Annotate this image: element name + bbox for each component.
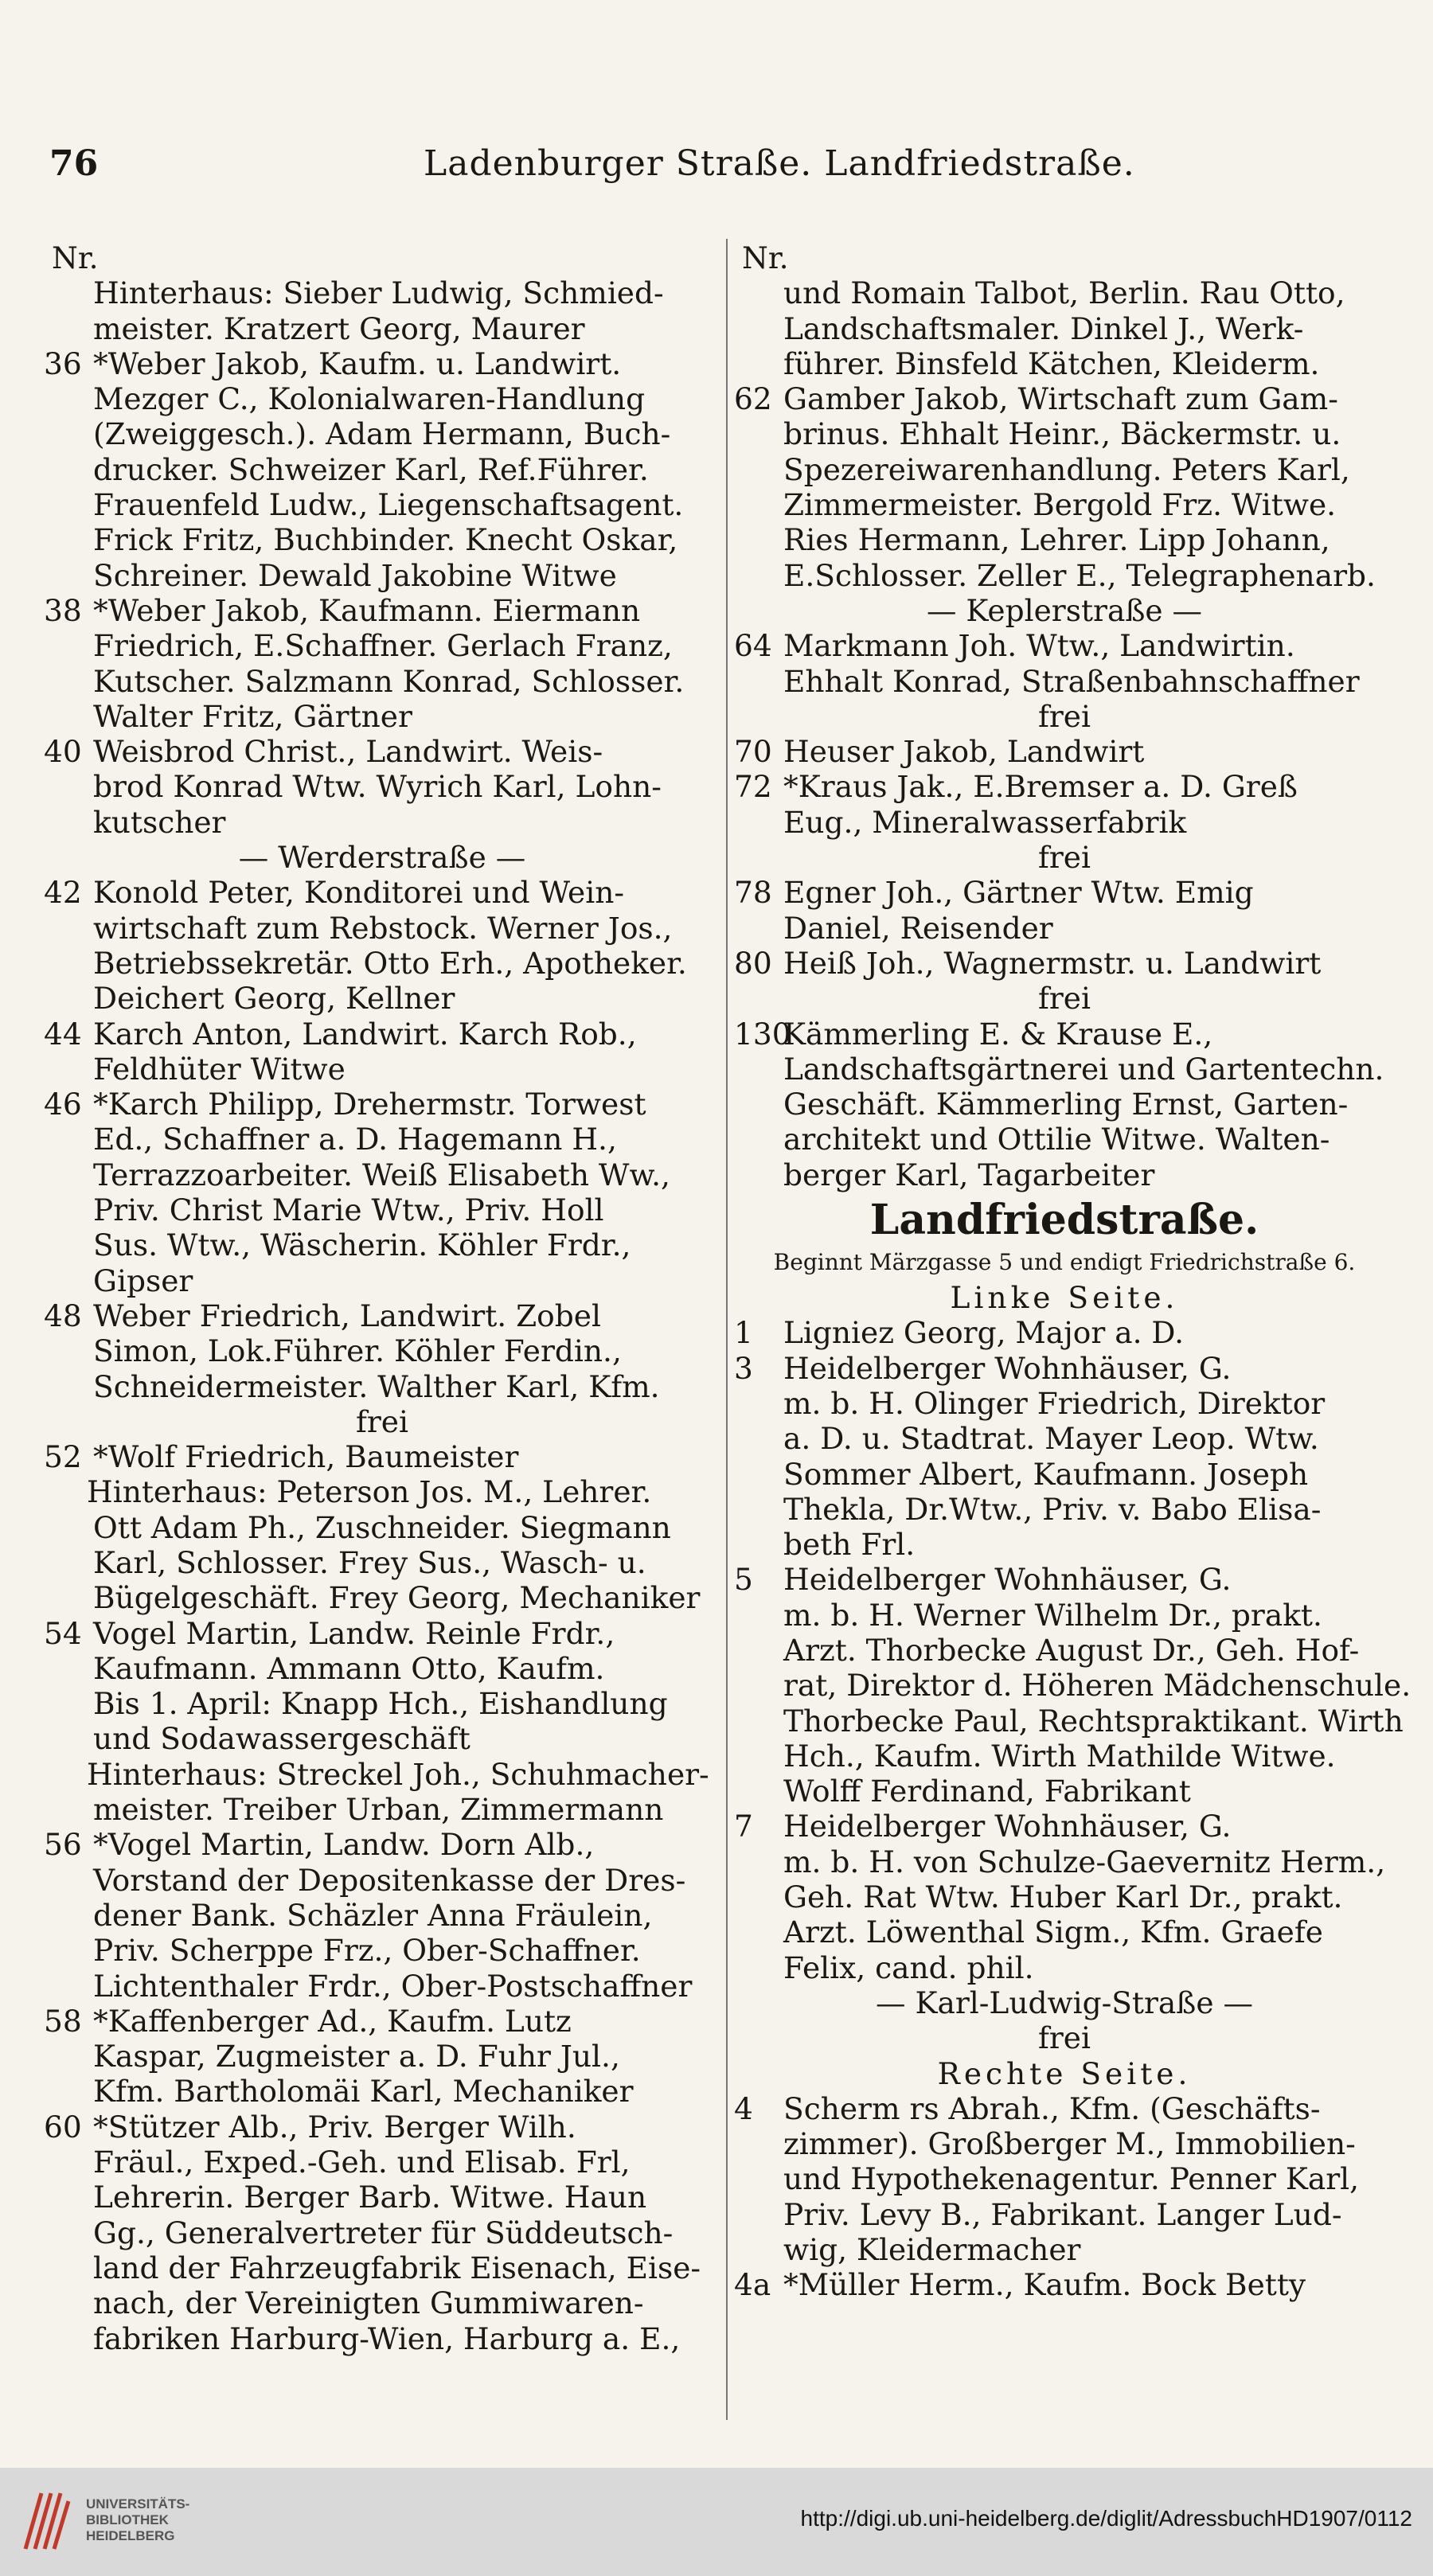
- entry-continuation: Lichtenthaler Frdr., Ober-Postschaffner: [93, 1968, 693, 2004]
- entry-continuation: Lehrerin. Berger Barb. Witwe. Haun: [93, 2180, 647, 2215]
- entry-continuation: Ehhalt Konrad, Straßenbahnschaffner: [783, 663, 1360, 699]
- entry-continuation: berger Karl, Tagarbeiter: [783, 1157, 1155, 1192]
- entry-text: Gamber Jakob, Wirtschaft zum Gam-: [783, 381, 1338, 417]
- entry-continuation: Bis 1. April: Knapp Hch., Eishandlung: [93, 1686, 668, 1722]
- entry-continuation: rat, Direktor d. Höheren Mädchenschule.: [783, 1668, 1412, 1704]
- entry-continuation: Landschaftsmaler. Dinkel J., Werk-: [783, 310, 1304, 346]
- entry-continuation: Daniel, Reisender: [783, 910, 1053, 946]
- entry-continuation: Terrazzoarbeiter. Weiß Elisabeth Ww.,: [93, 1157, 670, 1192]
- entry-text: Heiß Joh., Wagnermstr. u. Landwirt: [783, 945, 1322, 981]
- directory-entry: [44, 875, 720, 910]
- entry-continuation: m. b. H. Werner Wilhelm Dr., prakt.: [783, 1597, 1322, 1633]
- entry-text: *Vogel Martin, Landw. Dorn Alb.,: [93, 1827, 595, 1863]
- house-number: 80: [734, 945, 772, 981]
- entry-text: Weber Friedrich, Landwirt. Zobel: [93, 1298, 601, 1333]
- street-marker: frei: [1038, 981, 1091, 1017]
- entry-text: Konold Peter, Konditorei und Wein-: [93, 875, 625, 911]
- entry-continuation: Thorbecke Paul, Rechtspraktikant. Wirth: [783, 1703, 1404, 1739]
- entry-continuation: Geh. Rat Wtw. Huber Karl Dr., prakt.: [783, 1879, 1343, 1915]
- entry-continuation: kutscher: [93, 804, 226, 840]
- entry-continuation: Geschäft. Kämmerling Ernst, Garten-: [783, 1087, 1349, 1122]
- street-heading: Landfriedstraße.: [869, 1196, 1259, 1245]
- library-name-line: BIBLIOTHEK: [86, 2512, 169, 2527]
- house-number: 60: [44, 2109, 82, 2145]
- entry-text: Heuser Jakob, Landwirt: [783, 734, 1145, 770]
- entry-continuation: Spezereiwarenhandlung. Peters Karl,: [783, 451, 1350, 487]
- directory-entry: [734, 1562, 1395, 1597]
- directory-entry: [734, 1351, 1395, 1386]
- house-number: 70: [734, 734, 772, 770]
- entry-continuation: Wolff Ferdinand, Fabrikant: [783, 1774, 1191, 1809]
- entry-text: Kämmerling E. & Krause E.,: [783, 1016, 1213, 1052]
- directory-entry: [734, 2267, 1395, 2302]
- directory-entry: [734, 1809, 1395, 1844]
- entry-continuation: Deichert Georg, Kellner: [93, 981, 455, 1017]
- entry-continuation: Bügelgeschäft. Frey Georg, Mechaniker: [93, 1580, 701, 1616]
- house-number: 4: [734, 2090, 753, 2126]
- entry-continuation: E.Schlosser. Zeller E., Telegraphenarb.: [783, 557, 1376, 593]
- directory-entry: [44, 1439, 720, 1474]
- entry-continuation: Sus. Wtw., Wäscherin. Köhler Frdr.,: [93, 1228, 631, 1263]
- entry-continuation: Arzt. Löwenthal Sigm., Kfm. Graefe: [783, 1914, 1323, 1950]
- entry-text: *Wolf Friedrich, Baumeister: [93, 1439, 519, 1475]
- entry-text: *Stützer Alb., Priv. Berger Wilh.: [93, 2109, 576, 2145]
- entry-continuation: Simon, Lok.Führer. Köhler Ferdin.,: [93, 1333, 622, 1369]
- house-number: 62: [734, 381, 772, 417]
- entry-text: *Kaffenberger Ad., Kaufm. Lutz: [93, 2003, 572, 2039]
- entry-continuation: wig, Kleidermacher: [783, 2232, 1081, 2268]
- house-number: 42: [44, 875, 82, 911]
- entry-text: Weisbrod Christ., Landwirt. Weis-: [93, 734, 603, 770]
- entry-text: Scherm rs Abrah., Kfm. (Geschäfts-: [783, 2090, 1321, 2126]
- entry-text: Heidelberger Wohnhäuser, G.: [783, 1562, 1232, 1598]
- entry-continuation: Vorstand der Depositenkasse der Dres-: [93, 1862, 686, 1898]
- entry-continuation: Hinterhaus: Sieber Ludwig, Schmied-: [93, 275, 664, 311]
- column-divider: [726, 239, 728, 2420]
- house-number: 130: [734, 1016, 791, 1052]
- university-library-logo-icon: [18, 2485, 76, 2557]
- directory-entry: [44, 1827, 720, 1862]
- entry-continuation: Gipser: [93, 1263, 193, 1298]
- entry-continuation: Ries Hermann, Lehrer. Lipp Johann,: [783, 522, 1330, 558]
- entry-continuation: Kutscher. Salzmann Konrad, Schlosser.: [93, 663, 685, 699]
- entry-continuation: Eug., Mineralwasserfabrik: [783, 804, 1187, 840]
- house-number: 4a: [734, 2267, 771, 2303]
- house-number: 1: [734, 1315, 753, 1351]
- house-number: 56: [44, 1827, 82, 1863]
- house-number: 3: [734, 1350, 753, 1386]
- entry-continuation: führer. Binsfeld Kätchen, Kleiderm.: [783, 345, 1320, 381]
- entry-continuation: Ott Adam Ph., Zuschneider. Siegmann: [93, 1509, 671, 1545]
- entry-continuation: dener Bank. Schäzler Anna Fräulein,: [93, 1897, 653, 1933]
- entry-text: Egner Joh., Gärtner Wtw. Emig: [783, 875, 1254, 911]
- house-number: 52: [44, 1439, 82, 1475]
- street-marker: frei: [1038, 2020, 1091, 2056]
- directory-entry: [734, 875, 1395, 910]
- directory-entry: [44, 1298, 720, 1333]
- entry-continuation: Thekla, Dr.Wtw., Priv. v. Babo Elisa-: [783, 1491, 1322, 1527]
- directory-entry: [44, 346, 720, 381]
- entry-continuation: Hch., Kaufm. Wirth Mathilde Witwe.: [783, 1738, 1336, 1774]
- entry-continuation: Hinterhaus: Streckel Joh., Schuhmacher-: [87, 1756, 709, 1792]
- directory-entry: [734, 1017, 1395, 1052]
- house-number: 38: [44, 592, 82, 628]
- source-url-link[interactable]: http://digi.ub.uni-heidelberg.de/diglit/AdressbuchHD1907/0112: [800, 2506, 1412, 2531]
- house-number: 58: [44, 2003, 82, 2039]
- entry-continuation: Fräul., Exped.-Geh. und Elisab. Frl,: [93, 2145, 631, 2180]
- entry-continuation: land der Fahrzeugfabrik Eisenach, Eise-: [93, 2250, 701, 2285]
- entry-continuation: und Romain Talbot, Berlin. Rau Otto,: [783, 275, 1345, 311]
- entry-text: Heidelberger Wohnhäuser, G.: [783, 1350, 1232, 1386]
- entry-text: Vogel Martin, Landw. Reinle Frdr.,: [93, 1615, 615, 1651]
- entry-continuation: Kaufmann. Ammann Otto, Kaufm.: [93, 1650, 605, 1686]
- entry-continuation: nach, der Vereinigten Gummiwaren-: [93, 2285, 644, 2321]
- entry-continuation: Karl, Schlosser. Frey Sus., Wasch- u.: [93, 1544, 646, 1580]
- entry-continuation: Walter Fritz, Gärtner: [93, 698, 412, 734]
- directory-entry: [44, 1616, 720, 1651]
- directory-entry: [734, 628, 1395, 663]
- directory-entry: [44, 593, 720, 628]
- entry-continuation: Zimmermeister. Bergold Frz. Witwe.: [783, 487, 1337, 523]
- house-number: 46: [44, 1087, 82, 1122]
- entry-continuation: Kaspar, Zugmeister a. D. Fuhr Jul.,: [93, 2039, 620, 2074]
- street-marker: frei: [1038, 840, 1091, 876]
- entry-text: *Kraus Jak., E.Bremser a. D. Greß: [783, 769, 1298, 805]
- entry-continuation: Felix, cand. phil.: [783, 1950, 1034, 1985]
- house-number: 78: [734, 875, 772, 911]
- right-column: [734, 240, 1412, 2303]
- footer-bar: [0, 2468, 1433, 2576]
- library-name-line: UNIVERSITÄTS-: [86, 2496, 190, 2512]
- directory-entry: [44, 1087, 720, 1122]
- directory-entry: [44, 2110, 720, 2145]
- entry-continuation: meister. Kratzert Georg, Maurer: [93, 310, 585, 346]
- column-header: Nr.: [52, 240, 99, 275]
- entry-text: *Weber Jakob, Kaufmann. Eiermann: [93, 592, 641, 628]
- entry-continuation: Landschaftsgärtnerei und Gartentechn.: [783, 1051, 1384, 1087]
- side-heading: Linke Seite.: [950, 1280, 1179, 1316]
- entry-continuation: Feldhüter Witwe: [93, 1051, 346, 1087]
- street-marker: — Keplerstraße —: [927, 592, 1202, 628]
- entry-continuation: Arzt. Thorbecke August Dr., Geh. Hof-: [783, 1632, 1360, 1668]
- entry-text: *Weber Jakob, Kaufm. u. Landwirt.: [93, 345, 622, 381]
- entry-continuation: Priv. Levy B., Fabrikant. Langer Lud-: [783, 2196, 1342, 2232]
- library-name-line: HEIDELBERG: [86, 2528, 175, 2543]
- entry-text: Karch Anton, Landwirt. Karch Rob.,: [93, 1016, 637, 1052]
- entry-continuation: brod Konrad Wtw. Wyrich Karl, Lohn-: [93, 769, 662, 805]
- entry-text: *Müller Herm., Kaufm. Bock Betty: [783, 2267, 1306, 2303]
- entry-continuation: drucker. Schweizer Karl, Ref.Führer.: [93, 451, 649, 487]
- entry-continuation: Ed., Schaffner a. D. Hagemann H.,: [93, 1122, 617, 1157]
- entry-continuation: brinus. Ehhalt Heinr., Bäckermstr. u.: [783, 416, 1341, 452]
- entry-continuation: Schneidermeister. Walther Karl, Kfm.: [93, 1368, 660, 1404]
- running-head: [49, 143, 1384, 199]
- house-number: 44: [44, 1016, 82, 1052]
- directory-entry: [734, 734, 1395, 769]
- directory-entry: [734, 1315, 1395, 1350]
- street-marker: — Karl-Ludwig-Straße —: [876, 1985, 1253, 2020]
- entry-continuation: Kfm. Bartholomäi Karl, Mechaniker: [93, 2074, 634, 2110]
- entry-continuation: Sommer Albert, Kaufmann. Joseph: [783, 1456, 1309, 1492]
- directory-entry: [734, 381, 1395, 416]
- entry-continuation: a. D. u. Stadtrat. Mayer Leop. Wtw.: [783, 1421, 1319, 1457]
- street-marker: frei: [356, 1403, 408, 1439]
- entry-continuation: meister. Treiber Urban, Zimmermann: [93, 1792, 664, 1828]
- entry-continuation: Frauenfeld Ludw., Liegenschaftsagent.: [93, 487, 684, 523]
- entry-continuation: Frick Fritz, Buchbinder. Knecht Oskar,: [93, 522, 678, 558]
- entry-continuation: Friedrich, E.Schaffner. Gerlach Franz,: [93, 628, 673, 664]
- entry-text: *Karch Philipp, Drehermstr. Torwest: [93, 1087, 646, 1122]
- street-description: Beginnt Märzgasse 5 und endigt Friedrichstraße 6.: [773, 1249, 1356, 1276]
- house-number: 5: [734, 1562, 753, 1598]
- page-number: 76: [49, 143, 99, 184]
- street-marker: frei: [1038, 698, 1091, 734]
- house-number: 64: [734, 628, 772, 664]
- entry-continuation: wirtschaft zum Rebstock. Werner Jos.,: [93, 910, 673, 946]
- house-number: 54: [44, 1615, 82, 1651]
- directory-entry: [44, 1017, 720, 1052]
- house-number: 40: [44, 734, 82, 770]
- entry-continuation: und Hypothekenagentur. Penner Karl,: [783, 2161, 1360, 2197]
- page-title: Ladenburger Straße. Landfriedstraße.: [424, 143, 1135, 184]
- entry-continuation: Betriebssekretär. Otto Erh., Apotheker.: [93, 945, 687, 981]
- house-number: 72: [734, 769, 772, 805]
- directory-entry: [44, 2004, 720, 2039]
- house-number: 7: [734, 1809, 753, 1844]
- entry-continuation: Schreiner. Dewald Jakobine Witwe: [93, 557, 617, 593]
- entry-continuation: m. b. H. von Schulze-Gaevernitz Herm.,: [783, 1844, 1386, 1879]
- directory-entry: [44, 734, 720, 769]
- entry-continuation: Mezger C., Kolonialwaren-Handlung: [93, 381, 646, 417]
- entry-text: Markmann Joh. Wtw., Landwirtin.: [783, 628, 1295, 664]
- entry-text: Heidelberger Wohnhäuser, G.: [783, 1809, 1232, 1844]
- directory-entry: [734, 769, 1395, 804]
- entry-continuation: fabriken Harburg-Wien, Harburg a. E.,: [93, 2320, 681, 2356]
- entry-continuation: Hinterhaus: Peterson Jos. M., Lehrer.: [87, 1474, 652, 1510]
- house-number: 36: [44, 345, 82, 381]
- library-name: [86, 2496, 189, 2544]
- entry-continuation: m. b. H. Olinger Friedrich, Direktor: [783, 1385, 1326, 1421]
- street-marker: — Werderstraße —: [238, 840, 526, 876]
- directory-entry: [734, 946, 1395, 981]
- directory-entry: [734, 2091, 1395, 2126]
- left-column: [44, 240, 720, 2356]
- column-header: Nr.: [742, 240, 789, 275]
- entry-continuation: architekt und Ottilie Witwe. Walten-: [783, 1122, 1330, 1157]
- entry-text: Ligniez Georg, Major a. D.: [783, 1315, 1185, 1351]
- entry-continuation: (Zweiggesch.). Adam Hermann, Buch-: [93, 416, 671, 452]
- entry-continuation: Gg., Generalvertreter für Süddeutsch-: [93, 2215, 674, 2250]
- entry-continuation: beth Frl.: [783, 1527, 916, 1563]
- entry-continuation: und Sodawassergeschäft: [93, 1721, 471, 1757]
- entry-continuation: Priv. Scherppe Frz., Ober-Schaffner.: [93, 1933, 641, 1969]
- entry-continuation: Priv. Christ Marie Wtw., Priv. Holl: [93, 1192, 604, 1228]
- house-number: 48: [44, 1298, 82, 1333]
- side-heading: Rechte Seite.: [937, 2055, 1192, 2091]
- entry-continuation: zimmer). Großberger M., Immobilien-: [783, 2126, 1356, 2162]
